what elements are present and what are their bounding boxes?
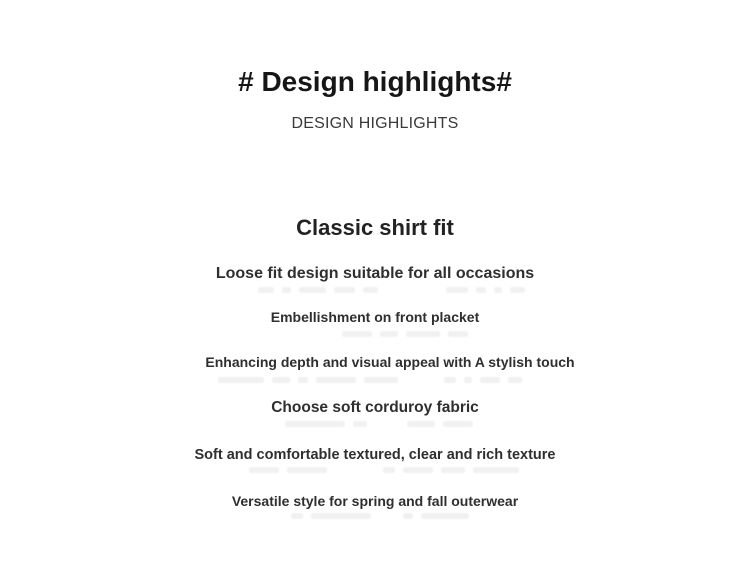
- feature-line-versatile-style: Versatile style for spring and fall outerwear: [231, 493, 519, 509]
- feature-line-corduroy-fabric: Choose soft corduroy fabric: [271, 399, 479, 416]
- page-title: # Design highlights#: [238, 66, 512, 97]
- feature-line-enhancing-depth: Enhancing depth and visual appeal with A stylish touch: [205, 354, 575, 370]
- faded-text-artifact: [4, 420, 750, 427]
- feature-line-embellishment: Embellishment on front placket: [270, 309, 480, 325]
- faded-text-artifact: [16, 286, 750, 293]
- faded-text-artifact: [30, 330, 750, 337]
- faded-text-artifact: [9, 466, 750, 473]
- feature-line-soft-texture: Soft and comfortable textured, clear and rich texture: [194, 447, 556, 463]
- feature-line-loose-fit: Loose fit design suitable for all occasions: [215, 265, 535, 282]
- section-heading: Classic shirt fit: [296, 215, 454, 240]
- page-subtitle: DESIGN HIGHLIGHTS: [291, 115, 459, 132]
- faded-text-artifact: [0, 376, 745, 383]
- faded-text-artifact: [5, 512, 750, 519]
